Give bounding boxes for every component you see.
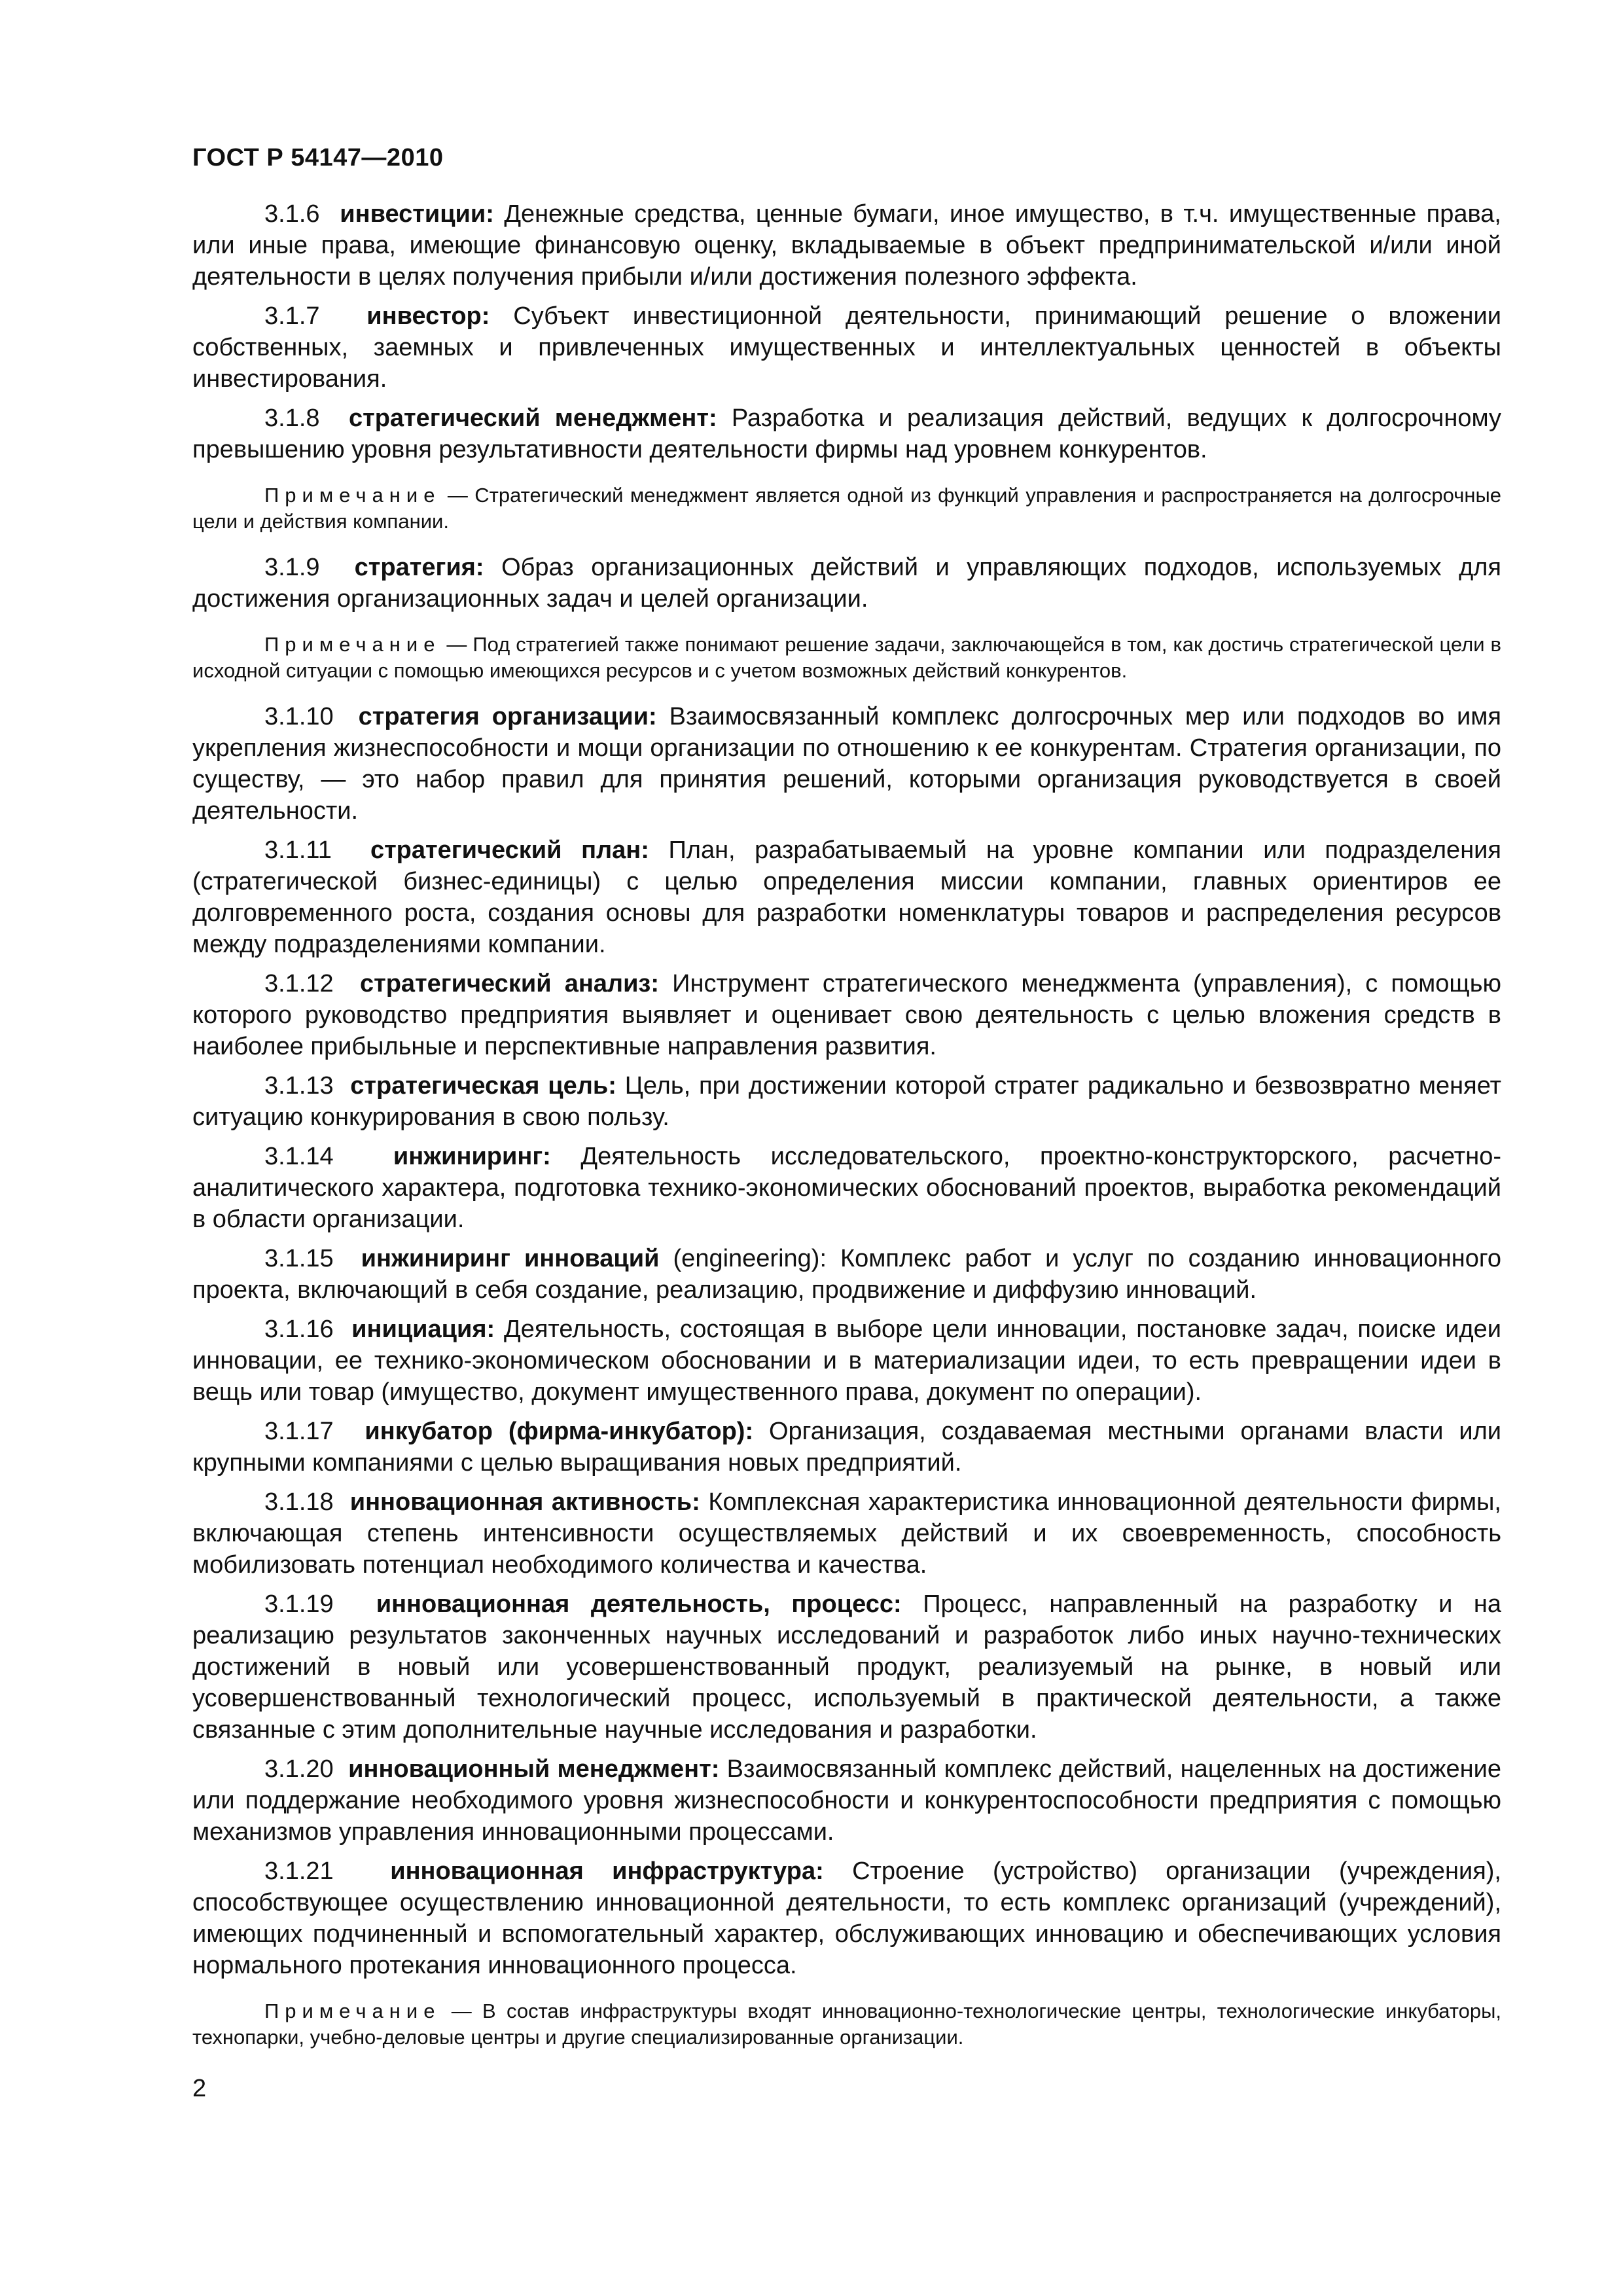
term-name: стратегический анализ:: [359, 970, 659, 997]
note-text: — Стратегический менеджмент является одной из функций управления и распространяется на долгосрочные цели и действия компании.: [192, 484, 1501, 533]
term-definition: Субъект инвестиционной деятельности, принимающий решение о вложении собственных, заемных и привлеченных имущественных и интеллектуальных ценностей в объекты инвестирования.: [192, 302, 1501, 393]
term-3-1-8: [192, 403, 1501, 465]
term-number: 3.1.11: [264, 836, 332, 864]
term-number: 3.1.19: [264, 1590, 334, 1618]
term-name: стратегический менеджмент:: [348, 404, 717, 432]
term-number: 3.1.13: [264, 1072, 334, 1100]
term-definition: Строение (устройство) организации (учреждения), способствующее осуществлению инновационной деятельности, то есть комплекс организаций (учреждений), имеющих подчиненный и вспомогательный характер, обслуживающих инновацию и обеспечивающих условия нормального протекания инновационного процесса.: [192, 1857, 1501, 1979]
term-number: 3.1.9: [264, 554, 320, 581]
term-definition: Взаимосвязанный комплекс долгосрочных мер или подходов во имя укрепления жизнеспособности и мощи организации по отношению к ее конкурентам. Стратегия организации, по существу, — это набор правил для принятия решений, которыми организация руководствуется в своей деятельности.: [192, 703, 1501, 825]
term-name: инициация:: [351, 1316, 495, 1343]
term-definition: Процесс, направленный на разработку и на реализацию результатов законченных научных исследований и разработок либо иных научно-технических достижений в новый или усовершенствованный продукт, реализуемый на рынке, в новый или усовершенствованный технологический процесс, используемый в практической деятельности, а также связанные с этим дополнительные научные исследования и разработки.: [192, 1590, 1502, 1744]
note-text: — В состав инфраструктуры входят инновационно-технологические центры, технологические инкубаторы, технопарки, учебно-деловые центры и другие специализированные организации.: [192, 2000, 1501, 2049]
term-3-1-20: [192, 1753, 1501, 1848]
document-page: [192, 144, 1501, 2068]
term-definition: (engineering): Комплекс работ и услуг по созданию инновационного проекта, включающий в себя создание, реализацию, продвижение и диффузию инноваций.: [192, 1245, 1502, 1304]
term-3-1-10: [192, 701, 1501, 827]
term-number: 3.1.15: [264, 1245, 334, 1272]
note-3-1-21: [192, 1998, 1501, 2051]
term-name: инновационный менеджмент:: [348, 1755, 720, 1783]
term-number: 3.1.20: [264, 1755, 334, 1783]
term-number: 3.1.18: [264, 1488, 334, 1516]
term-3-1-15: [192, 1243, 1501, 1306]
note-label: Примечание: [264, 633, 441, 656]
term-definition: Организация, создаваемая местными органами власти или крупными компаниями с целью выращивания новых предприятий.: [192, 1418, 1501, 1477]
term-name: инжиниринг:: [393, 1143, 551, 1170]
term-name: стратегия:: [354, 554, 484, 581]
term-name: стратегическая цель:: [350, 1072, 616, 1100]
page-number: 2: [192, 2075, 207, 2102]
term-number: 3.1.8: [264, 404, 320, 432]
term-definition: Инструмент стратегического менеджмента (управления), с помощью которого руководство предприятия выявляет и оценивает свою деятельность с целью вложения средств в наиболее прибыльные и перспективные направления развития.: [192, 970, 1501, 1060]
term-number: 3.1.12: [264, 970, 334, 997]
term-3-1-18: [192, 1486, 1501, 1581]
term-3-1-7: [192, 300, 1501, 395]
term-number: 3.1.10: [264, 703, 334, 730]
standard-header: ГОСТ Р 54147—2010: [192, 144, 444, 171]
term-number: 3.1.7: [264, 302, 320, 330]
term-3-1-16: [192, 1314, 1501, 1408]
term-3-1-11: [192, 834, 1501, 960]
term-definition: Денежные средства, ценные бумаги, иное имущество, в т.ч. имущественные права, или иные права, имеющие финансовую оценку, вкладываемые в объект предпринимательской и/или иной деятельности в целях получения прибыли и/или достижения полезного эффекта.: [192, 200, 1501, 291]
term-name: инновационная деятельность, процесс:: [376, 1590, 902, 1618]
note-3-1-9: [192, 632, 1501, 684]
term-3-1-9: [192, 552, 1501, 615]
term-definition: Образ организационных действий и управляющих подходов, используемых для достижения организационных задач и целей организации.: [192, 554, 1501, 613]
note-label: Примечание: [264, 484, 441, 507]
term-name: инвестиции:: [340, 200, 494, 228]
term-definition: Взаимосвязанный комплекс действий, нацеленных на достижение или поддержание необходимого уровня жизнеспособности и конкурентоспособности предприятия с помощью механизмов управления инновационными процессами.: [192, 1755, 1501, 1846]
term-3-1-17: [192, 1416, 1501, 1479]
term-number: 3.1.21: [264, 1857, 334, 1885]
term-name: стратегия организации:: [358, 703, 657, 730]
term-name: стратегический план:: [370, 836, 649, 864]
term-number: 3.1.17: [264, 1418, 334, 1445]
note-text: — Под стратегией также понимают решение задачи, заключающейся в том, как достичь стратегической цели в исходной ситуации с помощью имеющихся ресурсов и с учетом возможных действий конкурентов.: [192, 633, 1501, 682]
term-name: инкубатор (фирма-инкубатор):: [365, 1418, 754, 1445]
term-number: 3.1.16: [264, 1316, 334, 1343]
term-number: 3.1.14: [264, 1143, 334, 1170]
term-name: инновационная активность:: [349, 1488, 700, 1516]
term-definition: Разработка и реализация действий, ведущих к долгосрочному превышению уровня результативности деятельности фирмы над уровнем конкурентов.: [192, 404, 1502, 463]
term-definition: Цель, при достижении которой стратег радикально и безвозвратно меняет ситуацию конкурирования в свою пользу.: [192, 1072, 1502, 1131]
term-number: 3.1.6: [264, 200, 320, 228]
term-name: инжиниринг инноваций: [361, 1245, 660, 1272]
term-name: инвестор:: [366, 302, 490, 330]
term-3-1-12: [192, 968, 1501, 1062]
term-definition: Деятельность исследовательского, проектно-конструкторского, расчетно-аналитического характера, подготовка технико-экономических обоснований проектов, выработка рекомендаций в области организации.: [192, 1143, 1501, 1233]
term-3-1-6: [192, 198, 1501, 293]
note-3-1-8: [192, 482, 1501, 535]
term-name: инновационная инфраструктура:: [390, 1857, 824, 1885]
term-definition: Комплексная характеристика инновационной деятельности фирмы, включающая степень интенсивности осуществляемых действий и их своевременность, способность мобилизовать потенциал необходимого количества и качества.: [192, 1488, 1501, 1579]
term-3-1-19: [192, 1588, 1501, 1746]
term-3-1-14: [192, 1141, 1501, 1235]
term-definition: Деятельность, состоящая в выборе цели инновации, постановке задач, поиске идеи инновации, ее технико-экономическом обосновании и в материализации идеи, то есть превращении идеи в вещь или товар (имущество, документ имущественного права, документ по операции).: [192, 1316, 1502, 1406]
term-3-1-13: [192, 1070, 1501, 1133]
term-definition: План, разрабатываемый на уровне компании или подразделения (стратегической бизнес-единицы) с целью определения миссии компании, главных ориентиров ее долговременного роста, создания основы для разработки номенклатуры товаров и распределения ресурсов между подразделениями компании.: [192, 836, 1501, 958]
note-label: Примечание: [264, 2000, 441, 2022]
term-3-1-21: [192, 1856, 1501, 1981]
